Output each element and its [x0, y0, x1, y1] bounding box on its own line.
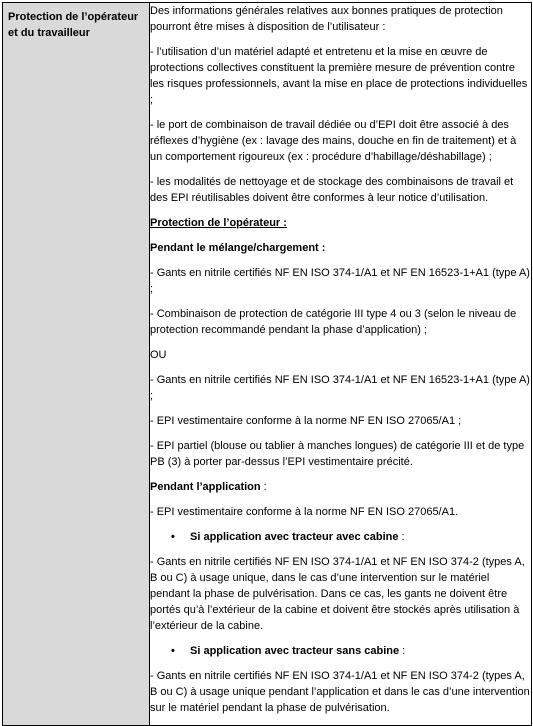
bullet-with-cabin-label — [170, 531, 405, 543]
general-item-1: - l’utilisation d’un matériel adapté et entretenu et la mise en œuvre de protections collectives constituent la première mesure de prévention contre les risques professionnels, avant la mise en place de protections individuelles ; — [150, 46, 528, 106]
operator-protection-heading: Protection de l’opérateur : — [150, 217, 287, 229]
bullet-with-cabin — [150, 529, 531, 545]
content-cell — [150, 3, 532, 726]
table-row — [3, 3, 532, 726]
general-item-3: - les modalités de nettoyage et de stockage des combinaisons de travail et des EPI réutilisables doivent être conformes à leur notice d’utilisation. — [150, 176, 514, 204]
bullet-without-cabin-bold: Si application avec tracteur sans cabine — [190, 645, 400, 657]
protection-table — [2, 2, 532, 726]
or-separator: OU — [150, 349, 167, 361]
bullet-without-cabin-colon: : — [399, 645, 406, 657]
mixing-item-4: - EPI vestimentaire conforme à la norme NF EN ISO 27065/A1 ; — [150, 415, 462, 427]
application-heading — [150, 479, 531, 495]
application-heading-bold: Pendant l’application — [150, 481, 261, 493]
mixing-item-3: - Gants en nitrile certifiés NF EN ISO 374-1/A1 et NF EN 16523-1+A1 (type A) ; — [150, 374, 530, 402]
bullet-without-cabin — [150, 643, 531, 659]
bullet-icon: • — [171, 531, 175, 543]
mixing-item-5: - EPI partiel (blouse ou tablier à manches longues) de catégorie III et de type PB (3) à porter par-dessus l’EPI vestimentaire précité. — [150, 440, 525, 468]
mixing-item-1: - Gants en nitrile certifiés NF EN ISO 374-1/A1 et NF EN 16523-1+A1 (type A) ; — [150, 267, 530, 295]
left-header-cell — [3, 3, 150, 726]
bullet-without-cabin-label — [170, 645, 405, 657]
application-item-3: - Gants en nitrile certifiés NF EN ISO 374-1/A1 et NF EN ISO 374-2 (types A, B ou C) à usage unique pendant l’application et dans le cas d’une intervention sur le matériel pendant la phase de pulvérisation. — [150, 670, 530, 714]
application-heading-colon: : — [260, 481, 267, 493]
general-item-2: - le port de combinaison de travail dédiée ou d’EPI doit être associé à des réflexes d’hygiène (ex : lavage des mains, douche en fin de traitement) et à un comportement rigoureux (ex : procédure d’habillage/déshabillage) ; — [150, 119, 517, 163]
intro-paragraph: Des informations générales relatives aux bonnes pratiques de protection pourront être mises à disposition de l’utilisateur : — [150, 5, 503, 33]
bullet-icon: • — [171, 645, 175, 657]
bullet-with-cabin-bold: Si application avec tracteur avec cabine — [190, 531, 399, 543]
bullet-with-cabin-colon: : — [398, 531, 405, 543]
application-item-1: - EPI vestimentaire conforme à la norme NF EN ISO 27065/A1. — [150, 506, 459, 518]
left-header-title: Protection de l’opérateur et du travailleur — [8, 11, 139, 39]
mixing-loading-heading: Pendant le mélange/chargement : — [150, 242, 326, 254]
application-item-2: - Gants en nitrile certifiés NF EN ISO 374-1/A1 et NF EN ISO 374-2 (types A, B ou C) à usage unique, dans le cas d’une intervention sur le matériel pendant la phase de pulvérisation. Dans ce cas, les gants ne doivent être portés qu’à l’extérieur de la cabine et doivent être stockés après utilisation à l’extérieur de la cabine. — [150, 556, 525, 632]
mixing-item-2: - Combinaison de protection de catégorie III type 4 ou 3 (selon le niveau de protection recommandé pendant la phase d’application) ; — [150, 308, 517, 336]
